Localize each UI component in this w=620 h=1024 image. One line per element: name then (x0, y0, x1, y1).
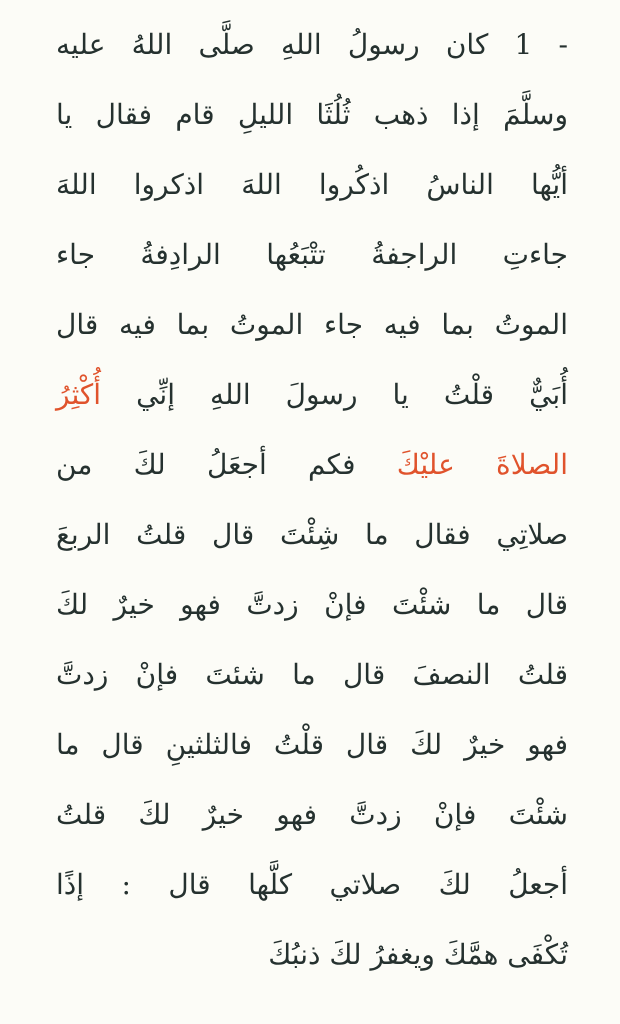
line-text: صلاتِي فقال ما شِئْتَ قال قلتُ الربعَ (56, 518, 568, 551)
line-text: قلتُ النصفَ قال ما شئتَ فإنْ زدتَّ (56, 658, 568, 691)
line-text: قال ما شئْتَ فإنْ زدتَّ فهو خيرٌ لكَ (56, 588, 568, 621)
text-line-7 (56, 430, 568, 500)
text-line-1 (56, 10, 568, 80)
line-text: أجعلُ لكَ صلاتي كلَّها قال : إذًا (56, 868, 568, 901)
highlighted-phrase: أُكْثِرُ (56, 378, 102, 411)
line-text: الموتُ بما فيه جاء الموتُ بما فيه قال (56, 308, 568, 341)
line-text: فكم أجعَلُ لكَ من (56, 448, 356, 481)
highlighted-phrase: الصلاةَ عليْكَ (396, 448, 568, 481)
text-line-6 (56, 360, 568, 430)
text-line-10 (56, 640, 568, 710)
line-text: كان رسولُ اللهِ صلَّى اللهُ عليه (56, 28, 489, 61)
text-line-9 (56, 570, 568, 640)
text-line-11 (56, 710, 568, 780)
line-text: جاءتِ الراجفةُ تتْبَعُها الرادِفةُ جاء (56, 238, 568, 271)
line-text: أُبَيٌّ قلْتُ يا رسولَ اللهِ إنِّي (136, 378, 568, 411)
text-line-12 (56, 780, 568, 850)
hadith-number: 1 - (514, 28, 568, 61)
line-text: شئْتَ فإنْ زدتَّ فهو خيرٌ لكَ قلتُ (56, 798, 568, 831)
text-line-3 (56, 150, 568, 220)
text-line-4 (56, 220, 568, 290)
line-text: وسلَّمَ إذا ذهب ثُلُثَا الليلِ قام فقال يا (56, 98, 568, 131)
hadith-text (56, 10, 568, 990)
text-line-14 (56, 920, 568, 990)
text-line-5 (56, 290, 568, 360)
line-text: أيُّها الناسُ اذكُروا اللهَ اذكروا اللهَ (56, 168, 568, 201)
text-line-13 (56, 850, 568, 920)
line-text: فهو خيرٌ لكَ قال قلْتُ فالثلثينِ قال ما (56, 728, 568, 761)
line-text: تُكْفَى همَّكَ ويغفرُ لكَ ذنبُكَ (268, 938, 568, 971)
text-line-2 (56, 80, 568, 150)
text-line-8 (56, 500, 568, 570)
